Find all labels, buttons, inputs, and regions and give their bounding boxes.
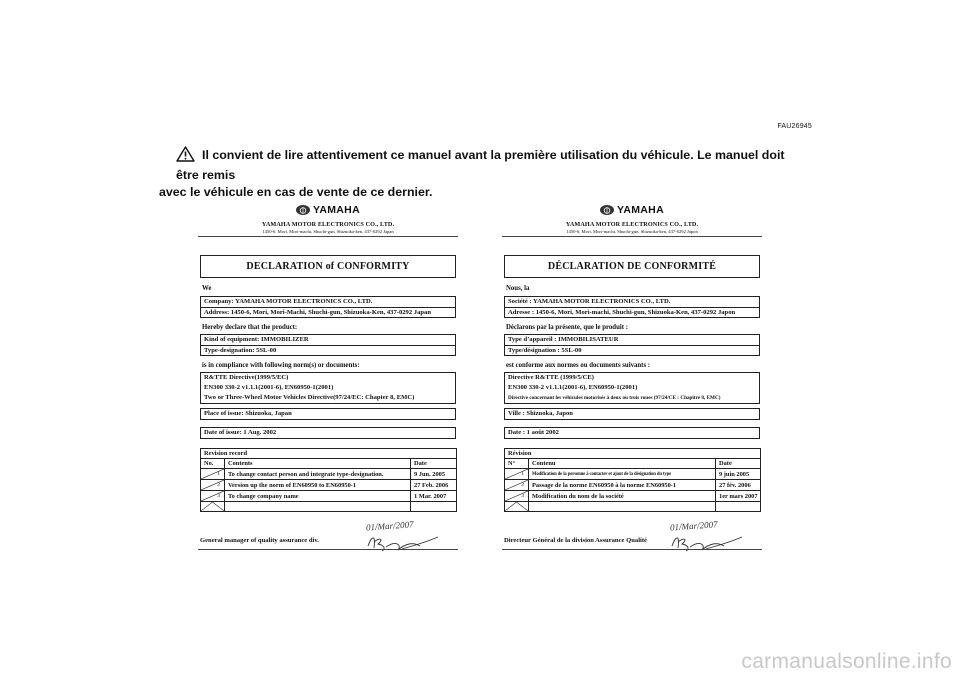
date-row: Date : 1 août 2002 [508,429,559,436]
warning-triangle-icon [176,146,195,167]
table-row [505,480,761,491]
revision-date: 1er mars 2007 [716,491,761,502]
norm-row: Directive concernant les véhicules motorisés à deux ou trois roues (97/24/CE : Chapitre 8, EMC) [508,395,721,401]
revision-title-row [505,449,761,459]
type-row: Type/désignation : 5SL-00 [505,345,759,355]
signature-line [198,549,458,550]
header-no: N° [505,459,529,469]
declaration-title: DECLARATION of CONFORMITY [200,255,456,278]
svg-text:01/Mar/2007: 01/Mar/2007 [365,519,414,533]
declaration-french [502,202,762,552]
revision-no: 1 [201,469,225,480]
revision-title: Revision record [201,449,457,459]
norm-row: Two or Three-Wheel Motor Vehicles Directive(97/24/EC: Chapter 8, EMC) [204,394,415,401]
company-row: Company: YAMAHA MOTOR ELECTRONICS CO., LTD. [204,298,373,305]
declare-label: Hereby declare that the product: [202,324,298,331]
header-date: Date [716,459,761,469]
svg-text:01/Mar/2007: 01/Mar/2007 [669,519,718,533]
norms-box [200,372,456,404]
company-box [200,296,456,318]
watermark: carmanualsonline.info [741,650,952,673]
company-address: 1450-6, Mori, Mori-machi, Shuchi-gun, Shizuoka-ken, 437-0292 Japan [262,229,394,234]
product-box [504,334,760,356]
date-row: Date of issue: 1 Aug. 2002 [204,429,277,436]
product-box [200,334,456,356]
revision-table [504,448,761,512]
date-box [504,427,760,439]
divider [502,236,762,237]
revision-no: 3 [505,491,529,502]
signature-line [502,549,762,550]
declare-label: Déclarons par la présente, que le produit : [506,324,628,331]
revision-no: 1 [505,469,529,480]
revision-date: 9 juin 2005 [716,469,761,480]
signature-title: General manager of quality assurance div. [200,537,319,544]
revision-contents: Version up the norm of EN60950 to EN60950-1 [225,480,411,491]
norms-label: is in compliance with following norm(s) or documents: [202,362,360,369]
revision-contents: Modification du nom de la société [529,491,716,502]
revision-title: Révision [505,449,761,459]
revision-contents: To change contact person and integrate type-designation. [225,469,411,480]
revision-header-row [201,459,457,469]
company-name: YAMAHA MOTOR ELECTRONICS CO., LTD. [261,221,395,228]
page-code: FAU26945 [777,123,812,130]
header-contents: Contenu [529,459,716,469]
place-row: Ville : Shizuoka, Japon [508,410,573,417]
header-date: Date [411,459,457,469]
revision-date: 9 Jun. 2005 [411,469,457,480]
signature-title: Directeur Général de la division Assurance Qualité [504,537,647,544]
revision-no: 2 [505,480,529,491]
norm-row: R&TTE Directive(1999/5/EC) [204,374,289,381]
header-no: No. [201,459,225,469]
address-row: Address: 1450-6, Mori, Mori-Machi, Shuchi-gun, Shizuoka-Ken, 437-0292 Japan [201,307,455,317]
equipment-row: Type d’appareil : IMMOBILISATEUR [508,336,619,343]
revision-date-empty [411,502,457,512]
revision-contents: Modification de la personne à contacter et ajout de la désignation du type [529,469,716,480]
revision-date: 27 fév. 2006 [716,480,761,491]
table-row [505,491,761,502]
yamaha-logo [502,202,762,218]
we-label: We [202,285,212,292]
warning-notice [159,146,796,201]
table-row [505,469,761,480]
declaration-english [198,202,458,552]
revision-contents: To change company name [225,491,411,502]
revision-no: 2 [201,480,225,491]
revision-date: 1 Mar. 2007 [411,491,457,502]
tuning-fork-emblem-icon [600,205,614,215]
table-row [505,502,761,512]
revision-no: 3 [201,491,225,502]
norms-label: est conforme aux normes ou documents suivants : [506,362,651,369]
equipment-row: Kind of equipment: IMMOBILIZER [204,336,309,343]
warning-line-2: avec le véhicule en cas de vente de ce dernier. [159,185,433,199]
norms-box [504,372,760,404]
table-row [201,502,457,512]
declaration-title: DÉCLARATION DE CONFORMITÉ [504,255,760,278]
revision-contents: Passage de la norme EN60950 à la norme EN60950-1 [529,480,716,491]
company-address: 1450-6, Mori, Mori-machi, Shuchi-gun, Shizuoka-ken, 437-0292 Japon [566,229,698,234]
revision-date-empty [716,502,761,512]
revision-no-empty [201,502,225,512]
table-row [201,480,457,491]
revision-header-row [505,459,761,469]
revision-table [200,448,457,512]
company-row: Société : YAMAHA MOTOR ELECTRONICS CO., LTD. [508,298,671,305]
table-row [201,469,457,480]
place-box [504,408,760,420]
brand-name: YAMAHA [313,204,360,216]
revision-contents-empty [529,502,716,512]
revision-no-empty [505,502,529,512]
norm-row: EN300 330-2 v1.1.1(2001-6), EN60950-1(2001) [204,384,334,391]
table-row [201,491,457,502]
yamaha-logo [198,202,458,218]
address-row: Adresse : 1450-6, Mori, Mori-machi, Shuchi-gun, Shizuoka-Ken, 437-0292 Japon [505,307,759,317]
company-name: YAMAHA MOTOR ELECTRONICS CO., LTD. [565,221,699,228]
brand-name: YAMAHA [617,204,664,216]
company-box [504,296,760,318]
divider [198,236,458,237]
we-label: Nous, la [506,285,530,292]
date-box [200,427,456,439]
tuning-fork-emblem-icon [296,205,310,215]
place-box [200,408,456,420]
revision-title-row [201,449,457,459]
type-row: Type-designation: 5SL-00 [201,345,455,355]
norm-row: EN300 330-2 v1.1.1(2001-6), EN60950-1(2001) [508,384,638,391]
norm-row: Directive R&TTE (1999/5/CE) [508,374,594,381]
warning-line-1: Il convient de lire attentivement ce manuel avant la première utilisation du véhicule. Le manuel doit être remis [176,148,785,182]
revision-contents-empty [225,502,411,512]
header-contents: Contents [225,459,411,469]
revision-date: 27 Feb. 2006 [411,480,457,491]
place-row: Place of issue: Shizuoka, Japan [204,410,292,417]
